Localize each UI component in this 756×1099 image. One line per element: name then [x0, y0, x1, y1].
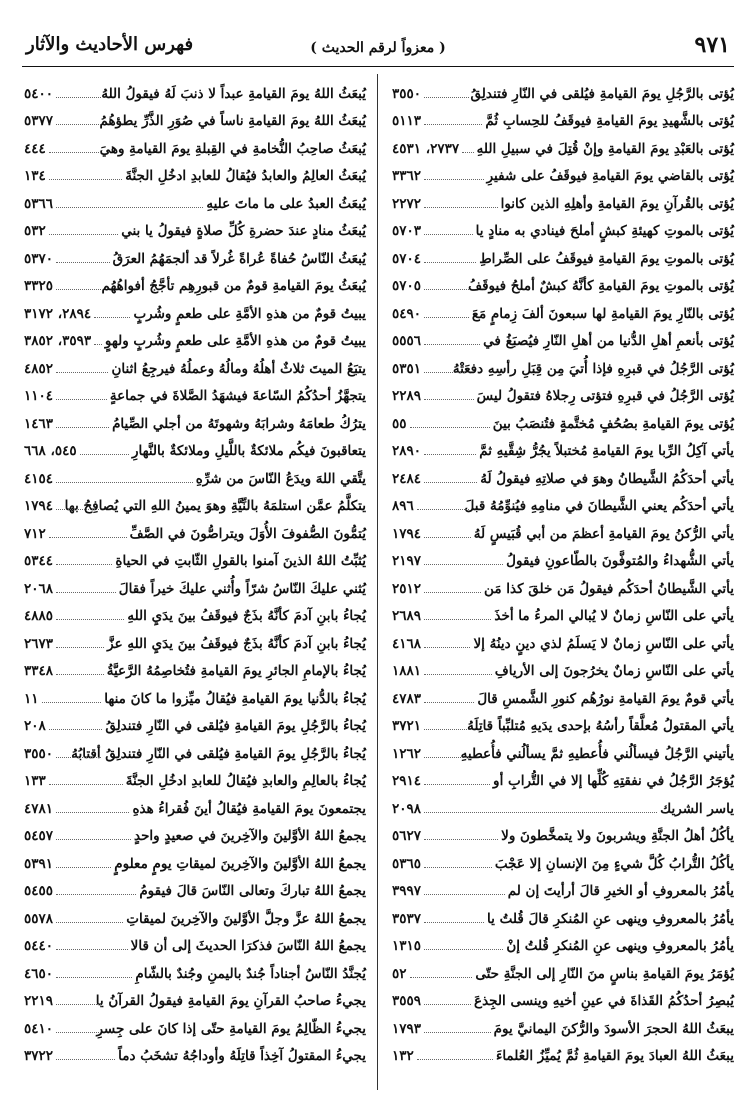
leader-dots [42, 702, 102, 703]
index-entry [390, 487, 734, 515]
leader-dots [56, 977, 132, 978]
entry-text: يُتمُّونَ الصُّفوفَ الأُوَلَ ويتراصُّونَ في الصَّفِّ [129, 525, 366, 542]
leader-dots [410, 427, 490, 428]
hadith-number: ٣٧٢٢ [24, 1048, 54, 1064]
leader-dots [424, 179, 484, 180]
entry-text: يأتي الشَّيطانُ أحدَكُم فيقولُ مَن خلقَ كذا مَن [484, 580, 734, 597]
leader-dots [424, 289, 469, 290]
leader-dots [56, 647, 104, 648]
leader-dots [56, 949, 128, 950]
leader-dots [49, 179, 122, 180]
entry-text: يأتي أحدَكُمُ الشَّيطانُ وهوَ في صلاتِهِ فيقولُ لَهُ [480, 470, 734, 487]
index-entry [390, 624, 734, 652]
index-entry [22, 679, 366, 707]
index-entry [22, 349, 366, 377]
leader-dots [424, 757, 469, 758]
leader-dots [56, 482, 193, 483]
entry-text: يأتي آكِلُ الرِّبا يومَ القيامةِ مُختبلاً يجُرُّ شِقَّيهِ ثمَّ [479, 443, 734, 459]
index-entry [22, 1037, 366, 1065]
index-entry [22, 899, 366, 927]
index-entry [390, 157, 734, 185]
leader-dots [56, 757, 101, 758]
index-entry [390, 404, 734, 432]
hadith-number: ٣٥٥٠ [24, 745, 54, 762]
index-entry [22, 927, 366, 955]
index-entry [390, 377, 734, 405]
leader-dots [49, 537, 127, 538]
hadith-number: ٣٣٢٥ [24, 278, 54, 294]
index-entry [390, 432, 734, 460]
index-columns [22, 74, 734, 1094]
leader-dots [424, 482, 477, 483]
entry-text: يُبعَثُ العالِمُ والعابدُ فيُقالُ للعابدِ ادخُلِ الجنَّةَ [125, 168, 366, 184]
index-entry [22, 844, 366, 872]
hadith-number: ٥٤٩٠ [392, 305, 422, 322]
leader-dots [56, 262, 110, 263]
entry-text: يتعاقبونَ فيكُم ملائكةٌ باللَّيلِ وملائكةٌ بالنَّهارِ [132, 443, 366, 459]
index-entry [22, 239, 366, 267]
entry-text: يجيءُ صاحبُ القرآنِ يومَ القيامةِ فيقولُ القرآنُ يا [95, 993, 366, 1009]
hadith-number: ٧١٢ [24, 525, 46, 542]
hadith-number: ٢٦٧٣ [24, 635, 54, 652]
entry-text: يُجاءُ بابنِ آدمَ كأنَّهُ بذَجٌ فيوقَفُ بينَ يدَيِ اللهِ [127, 608, 366, 624]
entry-text: يجمعُ اللهُ الأوَّلينَ والآخِرينَ لميقاتِ يومٍ معلومٍ [114, 855, 366, 872]
hadith-number: ٥٥٧٨ [24, 910, 54, 927]
page-number: ٩٧١ [694, 32, 730, 58]
hadith-number: ٤١٥٤ [24, 470, 54, 487]
hadith-number: ٢٨٩٤، ٣١٧٢ [24, 305, 92, 322]
leader-dots [94, 317, 130, 318]
entry-text: يجمعُ اللهُ النّاسَ فذكرَا الحديثَ إلى أن قالا [130, 938, 366, 954]
hadith-number: ٢٢٧٢ [392, 195, 422, 212]
index-entry [22, 157, 366, 185]
entry-text: يتجهَّزُ أحدُكُمُ السّاعةَ فيشهَدُ الصَّلاةَ في جماعةٍ [109, 388, 366, 404]
leader-dots [424, 344, 480, 345]
hadith-number: ١٤٦٣ [24, 415, 54, 432]
leader-dots [424, 729, 469, 730]
entry-text: يُبعَثُ اللهُ يومَ القيامةِ عبداً لا ذنبَ لَهُ فيقولُ اللهُ [101, 85, 366, 102]
index-entry [22, 762, 366, 790]
hadith-number: ١٣١٥ [392, 938, 422, 954]
hadith-number: ٥٣٧٧ [24, 113, 54, 129]
index-entry [22, 707, 366, 735]
hadith-number: ٢٩١٤ [392, 773, 422, 789]
entry-text: يُؤتى بالرَّجُلِ يومَ القيامةِ فيُلقى في النّارِ فتندلِقُ [470, 85, 734, 102]
index-entry [22, 487, 366, 515]
leader-dots [56, 1004, 101, 1005]
index-entry [390, 212, 734, 240]
hadith-number: ٤١٦٨ [392, 635, 422, 652]
hadith-number: ٢٤٨٤ [392, 470, 422, 487]
entry-text: يُؤمَرُ يومَ القيامةِ بناسٍ منَ النّارِ إلى الجنَّةِ حتّى [475, 965, 734, 982]
leader-dots [424, 207, 498, 208]
index-entry [390, 652, 734, 680]
leader-dots [56, 509, 101, 510]
leader-dots [424, 894, 505, 895]
leader-dots [424, 812, 657, 813]
entry-text: يأمُرُ بالمعروفِ وينهى عنِ المُنكرِ قُلتُ إنْ [506, 938, 734, 954]
leader-dots [56, 97, 101, 98]
leader-dots [56, 427, 109, 428]
entry-text: يأتيني الرَّجُلُ فيسألُني فأُعطيهِ ثمَّ يسألُني فأُعطيهِ [460, 745, 734, 762]
entry-text: يُبعَثُ اللهُ يومَ القيامةِ ناساً في صُوَرِ الذَّرِّ يطؤهُمُ [99, 113, 366, 129]
entry-text: يأتي على النّاسِ زمانٌ يخرُجونَ إلى الأريافِ [494, 663, 734, 679]
entry-text: يأمُرُ بالمعروفِ وينهى عنِ المُنكرِ قالَ قُلتُ يا [487, 910, 734, 927]
hadith-number: ٤٨٨٥ [24, 608, 54, 624]
leader-dots [424, 647, 470, 648]
hadith-number: ١١٠٤ [24, 388, 54, 404]
index-entry [390, 734, 734, 762]
entry-text: يُؤجَرُ الرَّجُلُ في نفقتِهِ كُلِّها إلا في التُّرابِ أو [493, 773, 734, 789]
index-entry [390, 569, 734, 597]
index-entry [390, 954, 734, 982]
hadith-number: ٣٥٣٧ [392, 910, 422, 927]
index-entry [22, 817, 366, 845]
index-entry [390, 294, 734, 322]
index-entry [22, 129, 366, 157]
leader-dots [56, 867, 111, 868]
index-entry [390, 102, 734, 130]
leader-dots [424, 839, 498, 840]
hadith-number: ٤٧٨١ [24, 800, 54, 817]
leader-dots [424, 674, 492, 675]
entry-text: يُثبِّتُ اللهُ الذينَ آمنوا بالقولِ الثّابتِ في الحياةِ [115, 553, 366, 569]
leader-dots [49, 784, 123, 785]
entry-text: يأكُلُ أهلُ الجنَّةِ ويشربونَ ولا يتمخَّطونَ ولا [501, 828, 734, 844]
hadith-number: ٣٣٤٨ [24, 663, 54, 679]
leader-dots [424, 97, 469, 98]
left-column [22, 74, 366, 1064]
leader-dots [94, 344, 102, 345]
hadith-number: ٣٥٥٩ [392, 993, 422, 1009]
leader-dots [424, 317, 469, 318]
entry-text: يُبعَثُ منادٍ عندَ حضرةِ كُلِّ صلاةٍ فيقولُ يا بني [121, 223, 366, 239]
entry-text: يُؤتى بالعَبْدِ يومَ القيامةِ وإنْ قُتِلَ في سبيلِ اللهِ [476, 140, 734, 157]
entry-text: يُجاءُ بابنِ آدمَ كأنَّهُ بذَجٌ فيوقَفُ بينَ يدَيِ اللهِ عزَّ [107, 635, 366, 652]
index-entry [22, 542, 366, 570]
index-entry [390, 597, 734, 625]
index-entry [22, 102, 366, 130]
index-entry [390, 349, 734, 377]
leader-dots [49, 152, 101, 153]
hadith-number: ٥٤٠٠ [24, 85, 54, 102]
index-entry [22, 74, 366, 102]
entry-text: يأتي الرُّكنُ يومَ القيامةِ أعظمَ من أبي قُبَيسٍ لَهُ [473, 525, 734, 542]
index-entry [390, 322, 734, 350]
entry-text: يُؤتى بالقُرآنِ يومَ القيامةِ وأهلِهِ الذين كانوا [500, 195, 734, 212]
hadith-number: ٥٤٤٠ [24, 938, 54, 954]
index-entry [22, 982, 366, 1010]
index-entry [390, 872, 734, 900]
entry-text: يأتي المقتولُ مُعلَّقاً رأسُهُ بإحدى يدَيهِ مُتلبِّباً قاتِلَهُ [467, 718, 734, 734]
hadith-number: ٥٧٠٣ [392, 223, 422, 239]
hadith-number: ٤٦٥٠ [24, 965, 54, 982]
index-entry [22, 294, 366, 322]
hadith-number: ٤٤٤ [24, 140, 46, 157]
hadith-number: ١٧٩٤ [392, 525, 422, 542]
leader-dots [424, 262, 476, 263]
hadith-number: ٥٤٥٧ [24, 828, 54, 844]
hadith-number: ١٣٢ [392, 1048, 414, 1064]
leader-dots [56, 674, 104, 675]
hadith-number: ٢١٩٧ [392, 553, 422, 569]
entry-text: يجمعُ اللهُ الأوَّلينَ والآخِرينَ في صعيدٍ واحدٍ [133, 828, 366, 844]
hadith-number: ٢٧٣٧، ٤٥٣١ [392, 140, 460, 157]
index-entry [22, 377, 366, 405]
hadith-number: ٢٢٨٩ [392, 388, 422, 404]
leader-dots [56, 839, 131, 840]
entry-text: يُؤتى بالموتِ يومَ القيامةِ كأنَّهُ كبشٌ أملحُ فيوقَفُ [468, 278, 734, 294]
index-entry [22, 1009, 366, 1037]
entry-text: يأتي الشُّهداءُ والمُتوفَّونَ بالطّاعونِ فيقولُ [506, 553, 734, 569]
entry-text: يتَّقي اللهَ ويدَعُ النّاسَ من شرِّهِ [195, 470, 366, 487]
index-entry [22, 212, 366, 240]
entry-text: يبعَثُ اللهُ العبادَ يومَ القيامةِ ثُمَّ يُميِّزُ العُلماءَ [495, 1048, 734, 1064]
hadith-number: ١٣٤ [24, 168, 46, 184]
leader-dots [424, 1032, 491, 1033]
index-entry [390, 129, 734, 157]
entry-text: يُجنَّدُ النّاسُ أجناداً جُندٌ باليمنِ وجُندٌ بالشّامِ [135, 965, 366, 982]
leader-dots [424, 372, 469, 373]
entry-text: يُؤتى الرَّجُلُ في قبرِهِ فإذا أُتيَ مِن قِبَلِ رأسِهِ دفعَتْهُ [452, 360, 734, 377]
entry-text: يُبعَثُ النّاسُ حُفاةً عُراةً غُرلاً قد ألجمَهُمُ العرَقُ [112, 250, 366, 267]
running-title: فهرس الأحاديث والآثار [26, 34, 194, 55]
entry-text: يأتي على النّاسِ زمانٌ لا يَسلَمُ لذي دينٍ دينُهُ إلا [473, 635, 734, 652]
right-column [390, 74, 734, 1064]
hadith-number: ٥٧٠٤ [392, 250, 422, 267]
leader-dots [410, 977, 473, 978]
entry-text: يُؤتى بالنّارِ يومَ القيامةِ لها سبعونَ ألفَ زِمامٍ مَعَ [471, 305, 734, 322]
leader-dots [56, 124, 101, 125]
index-entry [22, 624, 366, 652]
leader-dots [56, 894, 136, 895]
leader-dots [56, 922, 123, 923]
leader-dots [424, 399, 474, 400]
hadith-number: ١٣٣ [24, 773, 46, 789]
entry-text: يُثني عليكَ النّاسُ شرّاً وأُثني عليكَ خيراً فقالَ [118, 580, 366, 597]
hadith-number: ٤٧٨٣ [392, 690, 422, 707]
entry-text: يُؤتى بالقاضي يومَ القيامةِ فيوقَفُ على شفيرِ [486, 168, 734, 184]
hadith-number: ٢٨٩٠ [392, 443, 422, 459]
entry-text: يُجاءُ بالعالِمِ والعابدِ فيُقالُ للعابدِ ادخُلِ الجنَّةَ [125, 773, 366, 789]
hadith-number: ٥٣٥١ [392, 360, 422, 377]
page-subtitle: ( معزواً لرقم الحديث ) [310, 40, 446, 56]
entry-text: يُؤتى بأنعمِ أهلِ الدُّنيا من أهلِ النّارِ فيُصبَغُ في [483, 333, 734, 349]
hadith-number: ٥٥٥٦ [392, 333, 422, 349]
hadith-number: ٢٥١٢ [392, 580, 422, 597]
hadith-number: ٣٥٩٣، ٣٨٥٢ [24, 333, 92, 349]
leader-dots [56, 1059, 115, 1060]
hadith-number: ٥٣٧٠ [24, 250, 54, 267]
index-entry [390, 899, 734, 927]
column-divider [377, 74, 378, 1090]
index-entry [390, 762, 734, 790]
entry-text: يجتمعونَ يومَ القيامةِ فيُقالُ أينَ فُقراءُ هذهِ [132, 800, 366, 817]
index-entry [22, 652, 366, 680]
index-entry [390, 927, 734, 955]
entry-text: يُؤتى يومَ القيامةِ بصُحُفٍ مُختَّمةٍ فتُنصَبُ بينَ [492, 415, 734, 432]
entry-text: يجمعُ اللهُ عزَّ وجلَّ الأوَّلينَ والآخِرينَ لميقاتِ [126, 910, 366, 927]
leader-dots [424, 564, 503, 565]
index-entry [22, 734, 366, 762]
hadith-number: ٥٣٦٦ [24, 195, 54, 212]
index-entry [390, 844, 734, 872]
leader-dots [424, 949, 503, 950]
entry-text: يجمعُ اللهُ تباركَ وتعالى النّاسَ قالَ فيقومُ [139, 883, 366, 899]
entry-text: يجيءُ المقتولُ آخِذاً قاتِلَهُ وأوداجُهُ تشخَبُ دماً [118, 1048, 366, 1064]
index-entry [390, 817, 734, 845]
index-entry [390, 707, 734, 735]
leader-dots [424, 537, 471, 538]
leader-dots [56, 592, 116, 593]
leader-dots [424, 592, 481, 593]
hadith-number: ١٧٩٣ [392, 1020, 422, 1037]
index-entry [390, 982, 734, 1010]
entry-text: يُجاءُ بالإمامِ الجائرِ يومَ القيامةِ فتُخاصِمُهُ الرَّعيَّةُ [106, 663, 366, 679]
index-entry [22, 872, 366, 900]
entry-text: يأتي أحدَكُم يعني الشَّيطانَ في منامِهِ فيُنوِّمُهُ قبلَ [464, 498, 734, 514]
entry-text: يتكلَّمُ عمَّن استلمَهُ بالنِّيَّةِ وهوَ يمينُ اللهِ التي يُصافِحُ بها [64, 498, 366, 514]
hadith-number: ٣٥٥٠ [392, 85, 422, 102]
entry-text: يأتي قومٌ يومَ القيامةِ نورُهُم كنورِ الشَّمسِ قالَ [477, 690, 734, 707]
entry-text: يأتي على النّاسِ زمانٌ لا يُبالي المرءُ ما أخذَ [494, 608, 734, 624]
entry-text: يُبصِرُ أحدُكُمُ القَذاةَ في عينِ أخيهِ وينسى الجِذعَ [474, 993, 734, 1009]
entry-text: يجيءُ الظّالِمُ يومَ القيامةِ حتّى إذا كانَ على جِسرِ [96, 1020, 366, 1037]
entry-text: يُؤتى بالموتِ كهيئةِ كبشٍ أملحَ فينادي به منادٍ يا [475, 223, 734, 239]
index-entry [390, 679, 734, 707]
entry-text: يبيتُ قومٌ من هذهِ الأمَّةِ على طعمٍ وشُربٍ ولهوٍ [104, 333, 366, 349]
hadith-number: ٣٧٢١ [392, 718, 422, 734]
hadith-number: ٥٣٩١ [24, 855, 54, 872]
entry-text: يُبعَثُ يومَ القيامةِ قومٌ من قبورِهِم تأجَّجُ أفواهُهُم [101, 278, 366, 294]
leader-dots [56, 207, 203, 208]
entry-text: يُجاءُ بالرَّجُلِ يومَ القيامةِ فيُلقى في النّارِ فتندلِقُ أقتابُهُ [71, 745, 366, 762]
index-entry [390, 542, 734, 570]
hadith-number: ٢٠٩٨ [392, 800, 422, 817]
entry-text: يتبَعُ الميتَ ثلاثٌ أهلُهُ ومالُهُ وعملُهُ فيرجِعُ اثنانِ [111, 360, 366, 377]
hadith-number: ٥٦٢٧ [392, 828, 422, 844]
leader-dots [462, 152, 474, 153]
entry-text: يُجاءُ بالدُّنيا يومَ القيامةِ فيُقالُ ميِّزوا ما كانَ منها [104, 690, 366, 707]
index-entry [390, 514, 734, 542]
hadith-number: ٥٤٥، ٦٦٨ [24, 443, 77, 459]
hadith-number: ٣٣٦٢ [392, 168, 422, 184]
leader-dots [424, 784, 490, 785]
leader-dots [424, 619, 491, 620]
index-entry [22, 954, 366, 982]
hadith-number: ١١ [24, 690, 39, 707]
leader-dots [417, 1059, 493, 1060]
leader-dots [424, 124, 482, 125]
index-entry [390, 267, 734, 295]
entry-text: يُؤتى الرَّجُلُ في قبرِهِ فتؤتى رِجلاهُ فتقولُ ليسَ [476, 388, 734, 404]
leader-dots [56, 812, 129, 813]
leader-dots [56, 289, 101, 290]
leader-dots [424, 922, 484, 923]
hadith-number: ٥١١٣ [392, 113, 422, 129]
leader-dots [49, 234, 118, 235]
index-entry [22, 267, 366, 295]
hadith-number: ٥٧٠٥ [392, 278, 422, 294]
hadith-number: ٥٣٢ [24, 223, 46, 239]
hadith-number: ٥٢ [392, 965, 407, 982]
entry-text: يُؤتى بالشَّهيدِ يومَ القيامةِ فيوقَفُ للحِسابِ ثُمَّ [485, 113, 734, 129]
hadith-number: ٥٣٦٥ [392, 855, 422, 872]
hadith-number: ٢٠٨ [24, 718, 46, 734]
entry-text: يبعَثُ اللهُ الحجرَ الأسودَ والرُّكنَ اليمانيَّ يومَ [493, 1020, 734, 1037]
entry-text: يُجاءُ بالرَّجُلِ يومَ القيامةِ فيُلقى في النّارِ فتندلِقُ [105, 718, 366, 734]
leader-dots [56, 564, 112, 565]
entry-text: يُبعَثُ صاحِبُ النُّخامةِ في القِبلةِ يومَ القيامةِ وهيَ [99, 140, 366, 157]
entry-text: يبيتُ قومٌ من هذهِ الأمَّةِ على طعمٍ وشُربٍ [133, 305, 366, 322]
hadith-number: ٣٩٩٧ [392, 883, 422, 899]
index-entry [22, 322, 366, 350]
index-entry [390, 789, 734, 817]
index-entry [22, 597, 366, 625]
index-entry [22, 184, 366, 212]
index-entry [390, 74, 734, 102]
index-entry [22, 404, 366, 432]
entry-text: يأكُلُ التُّرابُ كُلَّ شيءٍ مِنَ الإنسانِ إلا عَجْبَ [494, 855, 734, 872]
leader-dots [424, 867, 492, 868]
hadith-number: ٤٨٥٢ [24, 360, 54, 377]
entry-text: يُؤتى بالموتِ يومَ القيامةِ فيوقَفُ على الصِّراطِ [479, 250, 734, 267]
index-entry [390, 459, 734, 487]
entry-text: ياسر الشريك [660, 800, 734, 817]
entry-text: يترُكُ طعامَهُ وشرابَهُ وشهوتَهُ من أجلي الصِّيامُ [112, 415, 366, 432]
hadith-number: ٥٥ [392, 415, 407, 432]
leader-dots [56, 372, 108, 373]
hadith-number: ٥٤٥٥ [24, 883, 54, 899]
leader-dots [56, 1032, 101, 1033]
index-entry [390, 184, 734, 212]
hadith-number: ١٢٦٢ [392, 745, 422, 762]
entry-text: يُبعَثُ العبدُ على ما ماتَ عليهِ [206, 195, 366, 212]
leader-dots [424, 234, 473, 235]
leader-dots [80, 454, 129, 455]
index-entry [390, 1037, 734, 1065]
hadith-number: ٢٢١٩ [24, 993, 54, 1009]
leader-dots [424, 454, 476, 455]
index-entry [22, 432, 366, 460]
index-entry [390, 1009, 734, 1037]
index-entry [22, 459, 366, 487]
index-entry [22, 514, 366, 542]
hadith-number: ٥٤١٠ [24, 1020, 54, 1037]
leader-dots [49, 729, 103, 730]
leader-dots [424, 1004, 471, 1005]
leader-dots [56, 619, 124, 620]
hadith-number: ٢٦٨٩ [392, 608, 422, 624]
index-entry [390, 239, 734, 267]
leader-dots [56, 399, 107, 400]
index-entry [22, 789, 366, 817]
leader-dots [417, 509, 469, 510]
hadith-number: ٥٣٤٤ [24, 553, 54, 569]
hadith-number: ١٧٩٤ [24, 498, 54, 514]
hadith-number: ١٨٨١ [392, 663, 422, 679]
entry-text: يأمُرُ بالمعروفِ أو الخيرِ قالَ أرأيتَ إن لم [507, 883, 734, 899]
index-entry [22, 569, 366, 597]
hadith-number: ٨٩٦ [392, 498, 414, 514]
leader-dots [424, 702, 474, 703]
hadith-number: ٢٠٦٨ [24, 580, 54, 597]
